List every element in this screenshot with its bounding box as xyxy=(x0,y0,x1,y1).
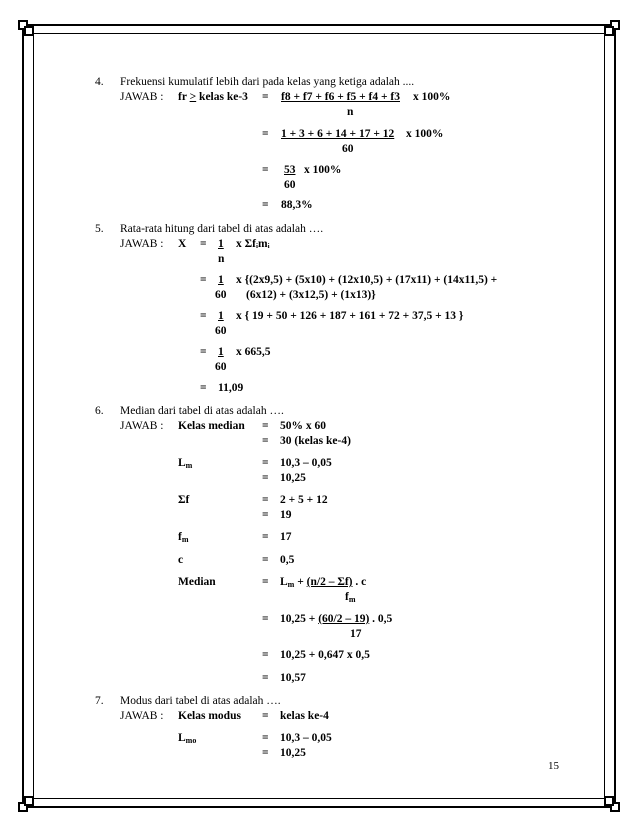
q4-l1-numerator: f8 + f7 + f6 + f5 + f4 + f3 xyxy=(281,91,400,103)
corner-ornament-bottom-left xyxy=(18,796,34,812)
q6-eq-7: = xyxy=(262,531,269,543)
q6-kelas-value-2: 30 (kelas ke-4) xyxy=(280,435,351,447)
q4-eq-4: = xyxy=(262,199,269,211)
q5-l4-denominator: 60 xyxy=(215,361,227,373)
q6-median-step-2: 10,25 + (60/2 – 19) . 0,5 xyxy=(280,613,393,625)
q6-eq-11: = xyxy=(262,649,269,661)
q4-l2-denominator: 60 xyxy=(342,143,354,155)
q4-l2-numerator: 1 + 3 + 6 + 14 + 17 + 12 xyxy=(281,128,395,140)
q5-eq-5: = xyxy=(200,382,207,394)
q4-l1-multiplier: x 100% xyxy=(413,91,451,103)
q6-eq-1: = xyxy=(262,420,269,432)
q6-question: Median dari tabel di atas adalah …. xyxy=(120,405,284,417)
q5-eq-2: = xyxy=(200,274,207,286)
q6-c-label: c xyxy=(178,554,184,566)
corner-ornament-top-left xyxy=(18,20,34,36)
q6-sigma-f-value-2: 19 xyxy=(280,509,292,521)
q4-l2-multiplier: x 100% xyxy=(406,128,444,140)
q5-l2-part-b: (6x12) + (3x12,5) + (1x13)} xyxy=(246,289,376,301)
q5-jawab-label: JAWAB : xyxy=(120,238,164,250)
q6-eq-2: = xyxy=(262,435,269,447)
q6-median-formula: $L_m + (n/2 - \Sigma f)$ . c xyxy=(280,576,367,589)
corner-ornament-top-right xyxy=(604,20,620,36)
q4-lhs: fr > kelas ke-3 xyxy=(178,91,248,103)
q4-eq-3: = xyxy=(262,164,269,176)
corner-ornament-bottom-right xyxy=(604,796,620,812)
q7-eq-1: = xyxy=(262,710,269,722)
q5-l3-numerator: 1 xyxy=(218,310,224,322)
q6-median-label: Median xyxy=(178,576,216,588)
q4-l3-denominator: 60 xyxy=(284,179,296,191)
q6-kelas-median-label: Kelas median xyxy=(178,420,245,432)
q6-eq-5: = xyxy=(262,494,269,506)
q6-eq-12: = xyxy=(262,672,269,684)
q7-lmo-value-2: 10,25 xyxy=(280,747,306,759)
q6-c-value: 0,5 xyxy=(280,554,295,566)
q5-result: 11,09 xyxy=(218,382,244,394)
q6-eq-3: = xyxy=(262,457,269,469)
q6-lm-label: $L_m$ xyxy=(178,457,193,470)
q5-l3-rest: x { 19 + 50 + 126 + 187 + 161 + 72 + 37,5 + 13 } xyxy=(236,310,464,322)
q7-question: Modus dari tabel di atas adalah …. xyxy=(120,695,281,707)
q6-jawab-label: JAWAB : xyxy=(120,420,164,432)
q4-eq-2: = xyxy=(262,128,269,140)
q6-eq-6: = xyxy=(262,509,269,521)
q6-median-step-3: 10,25 + 0,647 x 0,5 xyxy=(280,649,370,661)
q5-l2-denominator: 60 xyxy=(215,289,227,301)
q7-eq-2: = xyxy=(262,732,269,744)
q7-number: 7. xyxy=(95,695,104,707)
q6-eq-8: = xyxy=(262,554,269,566)
q4-question: Frekuensi kumulatif lebih dari pada kelas yang ketiga adalah .... xyxy=(120,76,415,88)
q5-question: Rata-rata hitung dari tabel di atas adalah …. xyxy=(120,223,324,235)
q7-kelas-modus-label: Kelas modus xyxy=(178,710,241,722)
q6-eq-10: = xyxy=(262,613,269,625)
q6-fm-label: $f_m$ xyxy=(178,531,189,544)
q5-eq-1: = xyxy=(200,238,207,250)
q5-l4-numerator: 1 xyxy=(218,346,224,358)
q7-lmo-label: $L_{mo}$ xyxy=(178,732,197,745)
q7-lmo-value-1: 10,3 – 0,05 xyxy=(280,732,332,744)
q6-median-formula-denominator: $f_m$ xyxy=(345,591,356,604)
q6-sigma-f-label: Σf xyxy=(178,494,190,506)
q4-result: 88,3% xyxy=(281,199,313,211)
q7-jawab-label: JAWAB : xyxy=(120,710,164,722)
q5-number: 5. xyxy=(95,223,104,235)
q4-jawab-label: JAWAB : xyxy=(120,91,164,103)
q7-eq-3: = xyxy=(262,747,269,759)
page-number: 15 xyxy=(548,760,559,772)
q4-l1-denominator: n xyxy=(347,106,354,118)
q4-l3-numerator: 53 xyxy=(284,164,296,176)
q5-eq-4: = xyxy=(200,346,207,358)
page-border-inner xyxy=(33,33,605,799)
q4-eq-1: = xyxy=(262,91,269,103)
q5-lhs: X xyxy=(178,238,187,250)
q4-l3-multiplier: x 100% xyxy=(304,164,342,176)
q6-lm-value-2: 10,25 xyxy=(280,472,306,484)
q6-eq-4: = xyxy=(262,472,269,484)
q6-lm-value-1: 10,3 – 0,05 xyxy=(280,457,332,469)
q5-l3-denominator: 60 xyxy=(215,325,227,337)
q5-l1-denominator: n xyxy=(218,253,225,265)
q6-median-result: 10,57 xyxy=(280,672,306,684)
q5-l2-part-a: x {(2x9,5) + (5x10) + (12x10,5) + (17x11) + (14x11,5) + xyxy=(236,274,498,286)
q5-l4-rest: x 665,5 xyxy=(236,346,271,358)
q7-kelas-value: kelas ke-4 xyxy=(280,710,329,722)
q6-fm-value: 17 xyxy=(280,531,292,543)
q5-eq-3: = xyxy=(200,310,207,322)
q6-kelas-value-1: 50% x 60 xyxy=(280,420,326,432)
q5-l1-rest: x Σfᵢmᵢ xyxy=(236,238,270,250)
q6-number: 6. xyxy=(95,405,104,417)
q6-sigma-f-value-1: 2 + 5 + 12 xyxy=(280,494,328,506)
q6-median-step-2-denominator: 17 xyxy=(350,628,362,640)
q5-l1-numerator: 1 xyxy=(218,238,224,250)
q5-l2-numerator: 1 xyxy=(218,274,224,286)
q6-eq-9: = xyxy=(262,576,269,588)
q4-number: 4. xyxy=(95,76,104,88)
